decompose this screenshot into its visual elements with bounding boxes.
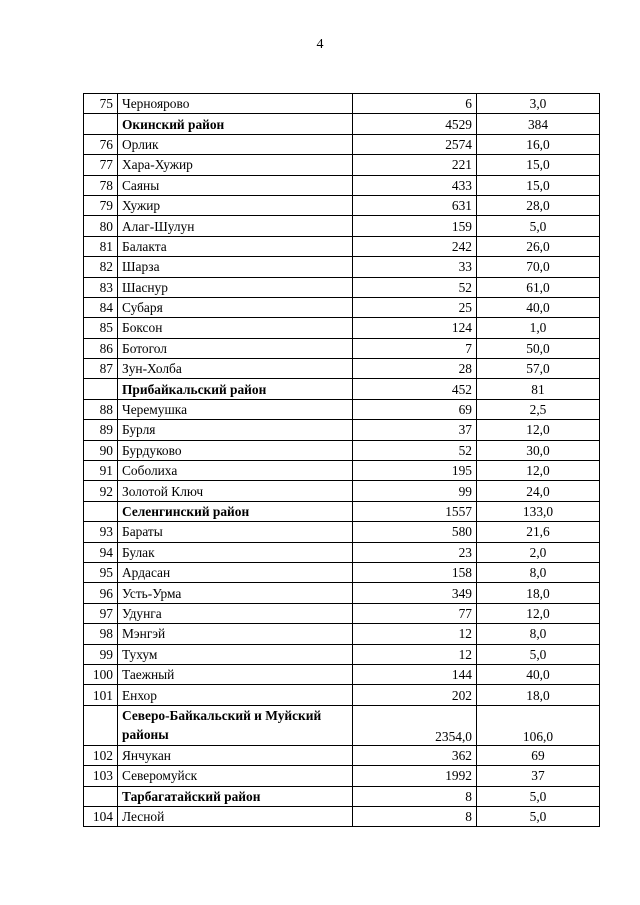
- table-row: [84, 318, 600, 338]
- value-2: 5,0: [477, 644, 600, 664]
- value-2: 18,0: [477, 583, 600, 603]
- value-1: 33: [353, 257, 477, 277]
- table-body: [84, 94, 600, 827]
- value-1: 158: [353, 562, 477, 582]
- value-1: 1992: [353, 766, 477, 786]
- region-name: Окинский район: [118, 114, 353, 134]
- region-name: Тарбагатайский район: [118, 786, 353, 806]
- settlement-name: Бурдуково: [118, 440, 353, 460]
- settlement-name: Ботогол: [118, 338, 353, 358]
- table-row: [84, 644, 600, 664]
- value-1: 2574: [353, 134, 477, 154]
- value-1: 144: [353, 664, 477, 684]
- value-1: 221: [353, 155, 477, 175]
- row-number: 98: [84, 624, 118, 644]
- value-1: 8: [353, 806, 477, 826]
- table-row: [84, 420, 600, 440]
- value-2: 57,0: [477, 359, 600, 379]
- settlement-name: Черемушка: [118, 399, 353, 419]
- table-row: [84, 685, 600, 705]
- table-row: [84, 745, 600, 765]
- row-number: 91: [84, 461, 118, 481]
- value-1: 195: [353, 461, 477, 481]
- region-name: Селенгинский район: [118, 501, 353, 521]
- value-2: 81: [477, 379, 600, 399]
- value-2: 384: [477, 114, 600, 134]
- value-2: 18,0: [477, 685, 600, 705]
- table-row: [84, 257, 600, 277]
- row-number: 82: [84, 257, 118, 277]
- value-1: 580: [353, 522, 477, 542]
- value-2: 5,0: [477, 806, 600, 826]
- row-number: 101: [84, 685, 118, 705]
- region-row: [84, 379, 600, 399]
- row-number: 96: [84, 583, 118, 603]
- table-row: [84, 155, 600, 175]
- table-row: [84, 603, 600, 623]
- value-2: 3,0: [477, 94, 600, 114]
- row-number: 99: [84, 644, 118, 664]
- settlement-name: Лесной: [118, 806, 353, 826]
- value-1: 99: [353, 481, 477, 501]
- table-row: [84, 236, 600, 256]
- row-number: 89: [84, 420, 118, 440]
- settlement-name: Янчукан: [118, 745, 353, 765]
- table-row: [84, 216, 600, 236]
- table-row: [84, 297, 600, 317]
- table-row: [84, 175, 600, 195]
- table-row: [84, 481, 600, 501]
- region-row: [84, 114, 600, 134]
- settlement-name: Тухум: [118, 644, 353, 664]
- value-2: 21,6: [477, 522, 600, 542]
- value-1: 1557: [353, 501, 477, 521]
- row-number: [84, 705, 118, 745]
- row-number: 87: [84, 359, 118, 379]
- value-1: 25: [353, 297, 477, 317]
- value-1: 159: [353, 216, 477, 236]
- value-2: 24,0: [477, 481, 600, 501]
- value-2: 69: [477, 745, 600, 765]
- settlement-name: Зун-Холба: [118, 359, 353, 379]
- value-2: 5,0: [477, 216, 600, 236]
- value-2: 28,0: [477, 195, 600, 215]
- row-number: 104: [84, 806, 118, 826]
- table-row: [84, 461, 600, 481]
- row-number: 81: [84, 236, 118, 256]
- row-number: 95: [84, 562, 118, 582]
- value-1: 52: [353, 440, 477, 460]
- row-number: 100: [84, 664, 118, 684]
- value-2: 12,0: [477, 420, 600, 440]
- row-number: 88: [84, 399, 118, 419]
- settlement-name: Хужир: [118, 195, 353, 215]
- row-number: 78: [84, 175, 118, 195]
- row-number: 92: [84, 481, 118, 501]
- table-row: [84, 195, 600, 215]
- region-row: [84, 501, 600, 521]
- value-2: 2,0: [477, 542, 600, 562]
- table-row: [84, 440, 600, 460]
- region-row: [84, 786, 600, 806]
- table-row: [84, 134, 600, 154]
- value-1: 37: [353, 420, 477, 440]
- settlement-name: Усть-Урма: [118, 583, 353, 603]
- settlement-name: Шаснур: [118, 277, 353, 297]
- value-2: 70,0: [477, 257, 600, 277]
- region-row: [84, 705, 600, 745]
- settlement-name: Северомуйск: [118, 766, 353, 786]
- value-1: 52: [353, 277, 477, 297]
- value-1: 124: [353, 318, 477, 338]
- row-number: 77: [84, 155, 118, 175]
- value-1: 4529: [353, 114, 477, 134]
- value-2: 37: [477, 766, 600, 786]
- value-2: 61,0: [477, 277, 600, 297]
- table-row: [84, 399, 600, 419]
- settlement-name: Золотой Ключ: [118, 481, 353, 501]
- value-2: 40,0: [477, 664, 600, 684]
- value-1: 28: [353, 359, 477, 379]
- value-1: 362: [353, 745, 477, 765]
- value-2: 40,0: [477, 297, 600, 317]
- settlement-name: Балакта: [118, 236, 353, 256]
- row-number: [84, 114, 118, 134]
- value-2: 15,0: [477, 175, 600, 195]
- value-2: 5,0: [477, 786, 600, 806]
- row-number: 76: [84, 134, 118, 154]
- value-1: 23: [353, 542, 477, 562]
- table-row: [84, 542, 600, 562]
- region-name: Прибайкальский район: [118, 379, 353, 399]
- value-2: 15,0: [477, 155, 600, 175]
- row-number: 84: [84, 297, 118, 317]
- value-2: 2,5: [477, 399, 600, 419]
- settlement-name: Ардасан: [118, 562, 353, 582]
- value-2: 50,0: [477, 338, 600, 358]
- value-1: 202: [353, 685, 477, 705]
- region-name: Северо-Байкальский и Муйский районы: [118, 705, 353, 745]
- settlement-name: Черноярово: [118, 94, 353, 114]
- table-row: [84, 359, 600, 379]
- settlements-table: [83, 93, 600, 827]
- settlement-name: Бараты: [118, 522, 353, 542]
- value-2: 16,0: [477, 134, 600, 154]
- value-1: 6: [353, 94, 477, 114]
- value-2: 133,0: [477, 501, 600, 521]
- settlement-name: Боксон: [118, 318, 353, 338]
- value-1: 77: [353, 603, 477, 623]
- table-row: [84, 338, 600, 358]
- value-1: 242: [353, 236, 477, 256]
- row-number: 103: [84, 766, 118, 786]
- settlement-name: Таежный: [118, 664, 353, 684]
- table-row: [84, 562, 600, 582]
- row-number: 75: [84, 94, 118, 114]
- settlement-name: Алаг-Шулун: [118, 216, 353, 236]
- table-row: [84, 522, 600, 542]
- value-2: 8,0: [477, 624, 600, 644]
- value-2: 8,0: [477, 562, 600, 582]
- value-1: 2354,0: [353, 705, 477, 745]
- value-1: 631: [353, 195, 477, 215]
- row-number: 102: [84, 745, 118, 765]
- value-2: 12,0: [477, 461, 600, 481]
- table-row: [84, 624, 600, 644]
- row-number: [84, 379, 118, 399]
- value-2: 12,0: [477, 603, 600, 623]
- row-number: 85: [84, 318, 118, 338]
- value-1: 433: [353, 175, 477, 195]
- row-number: 83: [84, 277, 118, 297]
- settlement-name: Соболиха: [118, 461, 353, 481]
- settlement-name: Удунга: [118, 603, 353, 623]
- row-number: [84, 501, 118, 521]
- table-row: [84, 583, 600, 603]
- page-number: 4: [316, 37, 324, 52]
- settlement-name: Бурля: [118, 420, 353, 440]
- table-row: [84, 766, 600, 786]
- row-number: 93: [84, 522, 118, 542]
- value-1: 8: [353, 786, 477, 806]
- row-number: [84, 786, 118, 806]
- table-row: [84, 664, 600, 684]
- settlement-name: Хара-Хужир: [118, 155, 353, 175]
- value-2: 30,0: [477, 440, 600, 460]
- table-row: [84, 94, 600, 114]
- value-1: 349: [353, 583, 477, 603]
- settlement-name: Булак: [118, 542, 353, 562]
- row-number: 90: [84, 440, 118, 460]
- table-row: [84, 806, 600, 826]
- value-2: 26,0: [477, 236, 600, 256]
- value-1: 69: [353, 399, 477, 419]
- settlement-name: Субаря: [118, 297, 353, 317]
- value-1: 452: [353, 379, 477, 399]
- table-row: [84, 277, 600, 297]
- settlement-name: Шарза: [118, 257, 353, 277]
- settlement-name: Саяны: [118, 175, 353, 195]
- row-number: 94: [84, 542, 118, 562]
- row-number: 97: [84, 603, 118, 623]
- value-1: 12: [353, 644, 477, 664]
- value-2: 106,0: [477, 705, 600, 745]
- row-number: 86: [84, 338, 118, 358]
- settlement-name: Мэнгэй: [118, 624, 353, 644]
- value-2: 1,0: [477, 318, 600, 338]
- value-1: 7: [353, 338, 477, 358]
- row-number: 80: [84, 216, 118, 236]
- row-number: 79: [84, 195, 118, 215]
- settlement-name: Енхор: [118, 685, 353, 705]
- settlement-name: Орлик: [118, 134, 353, 154]
- value-1: 12: [353, 624, 477, 644]
